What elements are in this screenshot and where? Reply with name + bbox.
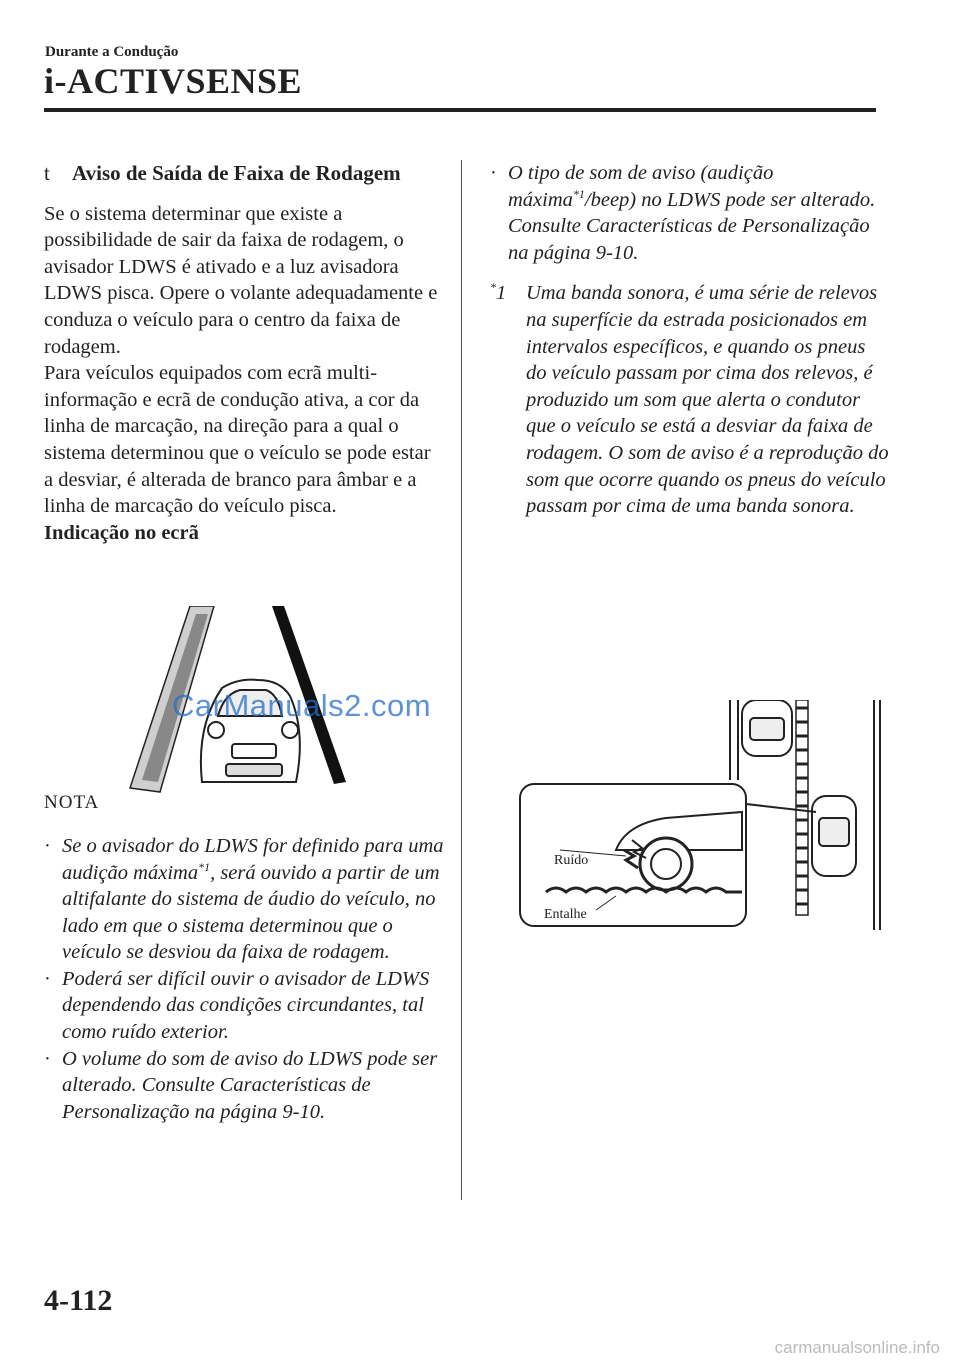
footnote-marker: *1: [490, 280, 507, 305]
note-text: O volume do som de aviso do LDWS pode ser alterado. Consulte Características de Personalização na página 9-10.: [62, 1047, 438, 1123]
note-bullet: ·: [44, 967, 51, 990]
section-bullet: t: [44, 161, 50, 185]
nota-label: NOTA: [44, 792, 100, 814]
section-heading-text: Aviso de Saída de Faixa de Rodagem: [72, 161, 401, 185]
label-noise: Ruído: [554, 853, 589, 868]
rumble-strip-illustration: [516, 700, 886, 930]
note-text: O tipo de som de aviso (audição máxima$^{*1}$/beep) no LDWS pode ser alterado. Consulte Características de Personalização na página 9-10.: [508, 162, 876, 264]
car-top-view-icon: [742, 700, 792, 756]
column-divider: [461, 160, 462, 1200]
body-paragraph-1: Se o sistema determinar que existe a possibilidade de sair da faixa de rodagem, o avisador LDWS é ativado e a luz avisadora LDWS pisca. Opere o volante adequadamente e conduza o veículo para o centro da faixa de rodagem.: [44, 202, 438, 358]
subheading: Indicação no ecrã: [44, 521, 199, 544]
car-top-view-icon: [812, 796, 856, 876]
footnote: [490, 280, 890, 519]
right-column: [490, 160, 890, 520]
note-item: [44, 833, 444, 966]
note-text: Se o avisador do LDWS for definido para uma audição máxima$^{*1}$, será ouvido a partir de um altifalante do sistema de áudio do veículo, no lado em que o sistema determinou que o veículo se desviou da faixa de rodagem.: [62, 834, 444, 964]
footer-site: carmanualsonline.info: [774, 1338, 940, 1357]
breadcrumb: Durante a Condução: [45, 44, 179, 60]
page-title: i-ACTIVSENSE: [44, 61, 303, 101]
title-rule: [44, 108, 876, 112]
footnote-text: Uma banda sonora, é uma série de relevos na superfície da estrada posicionados em intervalos específicos, e quando os pneus do veículo passam por cima dos relevos, é produzido um som que alerta o condutor que o veículo se está a desviar da faixa de rodagem. O som de aviso é a reprodução do som que ocorre quando os pneus do veículo passam por cima de uma banda sonora.: [526, 282, 889, 518]
note-bullet: ·: [44, 1047, 51, 1070]
note-bullet: ·: [44, 834, 51, 857]
note-bullet: ·: [490, 162, 497, 184]
label-notch: Entalhe: [544, 907, 587, 922]
body-paragraph-2: Para veículos equipados com ecrã multi-informação e ecrã de condução ativa, a cor da linha de marcação, na direção para a qual o sistema determinou que o veículo se pode estar a desviar, é alterada de branco para âmbar e a linha de marcação do veículo pisca.: [44, 362, 431, 518]
note-item: [44, 966, 444, 1046]
page-number: 4-112: [44, 1284, 113, 1317]
section-heading: [44, 160, 444, 187]
watermark: CarManuals2.com: [172, 688, 432, 723]
note-item: [490, 160, 890, 266]
note-text: Poderá ser difícil ouvir o avisador de LDWS dependendo das condições circundantes, tal como ruído exterior.: [62, 967, 430, 1044]
note-item: [44, 1046, 444, 1126]
